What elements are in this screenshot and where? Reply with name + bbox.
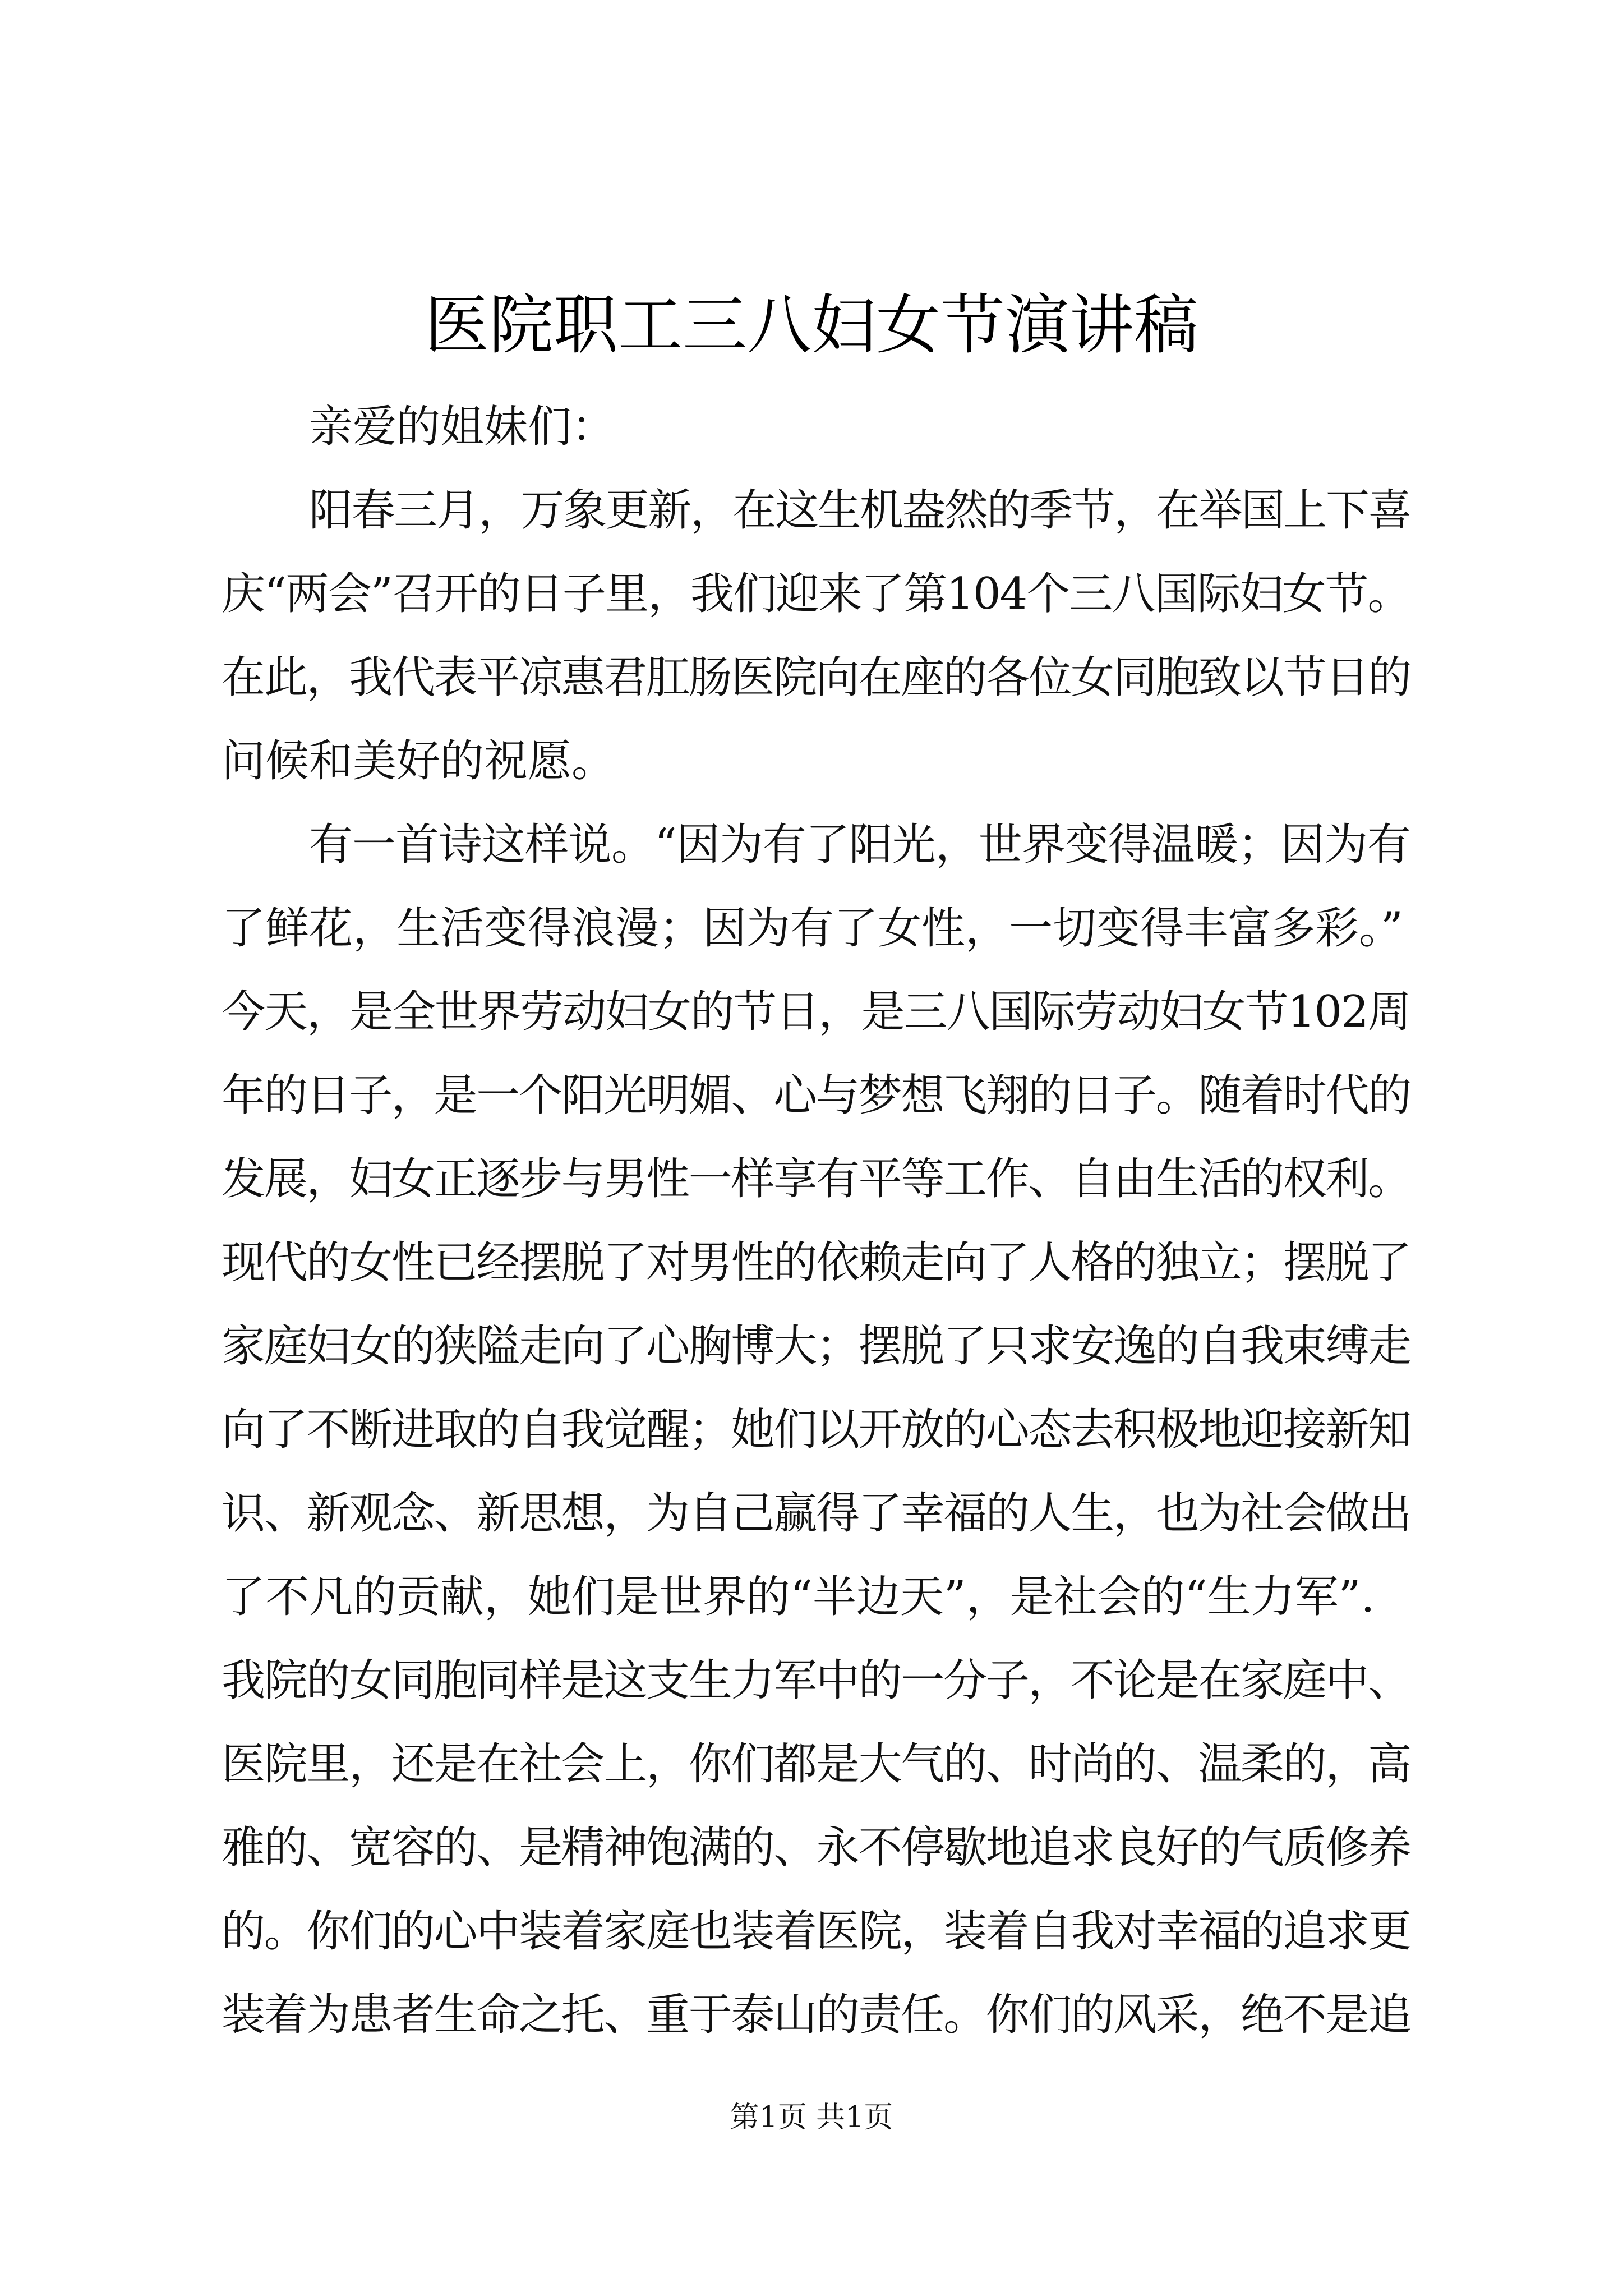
paragraph-2-line-14: 的。你们的心中装着家庭也装着医院，装着自我对幸福的追求更: [222, 1906, 1410, 1957]
paragraph-2-line-11: 我院的女同胞同样是这支生力军中的一分子，不论是在家庭中、: [222, 1655, 1410, 1706]
paragraph-2-line-6: 现代的女性已经摆脱了对男性的依赖走向了人格的独立；摆脱了: [222, 1237, 1410, 1288]
paragraph-1-line-3: 在此，我代表平凉惠君肛肠医院向在座的各位女同胞致以节日的: [222, 652, 1410, 703]
document-title: 医院职工三八妇女节演讲稿: [424, 288, 1198, 363]
paragraph-2-line-9: 识、新观念、新思想，为自己赢得了幸福的人生，也为社会做出: [222, 1488, 1410, 1539]
paragraph-2-line-15: 装着为患者生命之托、重于泰山的责任。你们的风采，绝不是追: [222, 1990, 1410, 2040]
paragraph-2-line-1: 有一首诗这样说。“因为有了阳光，世界变得温暖；因为有: [309, 820, 1410, 870]
paragraph-2-line-13: 雅的、宽容的、是精神饱满的、永不停歇地追求良好的气质修养: [222, 1823, 1410, 1873]
paragraph-2-line-4: 年的日子，是一个阳光明媚、心与梦想飞翔的日子。随着时代的: [222, 1070, 1410, 1121]
paragraph-1-line-2: 庆“两会”召开的日子里，我们迎来了第104个三八国际妇女节。: [222, 569, 1410, 619]
paragraph-2-line-5: 发展，妇女正逐步与男性一样享有平等工作、自由生活的权利。: [222, 1154, 1410, 1204]
paragraph-2-line-8: 向了不断进取的自我觉醒；她们以开放的心态去积极地迎接新知: [222, 1405, 1410, 1455]
paragraph-1-line-1: 阳春三月，万象更新，在这生机盎然的季节，在举国上下喜: [309, 485, 1411, 536]
paragraph-2-line-10: 了不凡的贡献，她们是世界的“半边天”，是社会的“生力军”.: [222, 1572, 1375, 1622]
paragraph-2-line-12: 医院里，还是在社会上，你们都是大气的、时尚的、温柔的，高: [222, 1739, 1410, 1789]
salutation: 亲爱的姐妹们：: [309, 402, 616, 452]
paragraph-2-line-7: 家庭妇女的狭隘走向了心胸博大；摆脱了只求安逸的自我束缚走: [222, 1321, 1410, 1372]
paragraph-2-line-2: 了鲜花，生活变得浪漫；因为有了女性，一切变得丰富多彩。”: [222, 903, 1403, 954]
paragraph-1-line-4: 问候和美好的祝愿。: [222, 736, 616, 786]
document-body: [222, 385, 1410, 2057]
paragraph-2-line-3: 今天，是全世界劳动妇女的节日，是三八国际劳动妇女节102周: [222, 987, 1410, 1037]
page-number-footer: 第1页 共1页: [730, 2101, 893, 2134]
